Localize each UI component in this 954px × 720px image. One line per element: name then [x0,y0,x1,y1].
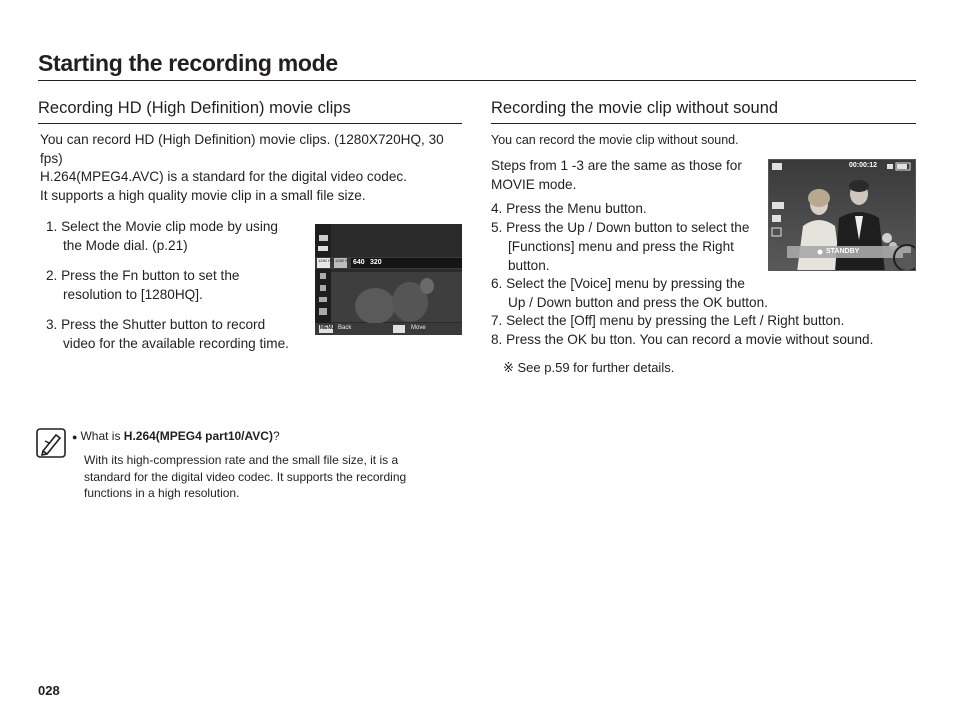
movie-mode-icon [772,163,782,170]
left-section-title: Recording HD (High Definition) movie clips [38,99,351,117]
step-line: video for the available recording time. [63,336,289,351]
right-section-divider [491,123,916,124]
movie-mode-icon [319,235,328,241]
metering-icon [320,285,326,291]
left-section-intro [40,131,464,205]
step-line: button. [508,258,550,273]
intro-line: MOVIE mode. [491,177,577,192]
right-section-intro: You can record the movie clip without sound. [491,133,739,147]
left-step-2 [46,266,239,304]
res-option-1280hq: 1280 HQ [318,258,335,263]
step-line: 6. Select the [Voice] menu by pressing the [491,276,745,291]
left-section-divider [38,123,462,124]
note-body [84,452,406,502]
card-icon [887,164,893,169]
intro-line: Steps from 1 -3 are the same as those for [491,158,742,173]
recording-time: 00:00:12 [849,162,878,169]
page-number: 028 [38,683,60,698]
note-question-term: H.264(MPEG4 part10/AVC) [123,429,273,443]
note-question [72,428,280,445]
move-label: Move [411,325,426,331]
right-step-7 [491,311,844,330]
left-step-1 [46,217,278,255]
standby-screen-screenshot [768,159,916,271]
note-question-suffix: ? [272,429,280,443]
right-step-6 [491,274,768,312]
note-line: With its high-compression rate and the small file size, it is a [84,453,399,467]
title-divider [38,80,916,81]
intro-line: fps) [40,150,63,166]
left-step-3 [46,315,289,353]
note-pencil-icon [36,428,66,458]
step-line: 8. Press the OK bu tton. You can record a movie without sound. [491,332,874,347]
voice-off-icon [903,253,911,262]
note-bullet: ● [72,432,78,442]
menu-tab-icon [318,246,328,251]
right-steps-intro [491,156,742,194]
focus-icon [319,308,327,315]
step-line: 3. Press the Shutter button to record [46,317,266,332]
page-title: Starting the recording mode [38,50,338,76]
right-step-5 [491,218,749,275]
step-line: 1. Select the Movie clip mode by using [46,219,278,234]
step-line: 2. Press the Fn button to set the [46,268,240,283]
back-label: Back [338,325,352,331]
step-line: 7. Select the [Off] menu by pressing the Left / Right button. [491,313,845,328]
step-line: [Functions] menu and press the Right [508,239,734,254]
quality-indicator-icon [772,215,781,222]
note-line: standard for the digital video codec. It supports the recording [84,469,407,484]
step-line: 4. Press the Menu button. [491,201,647,216]
note-line: functions in a high resolution. [84,486,240,500]
menu-key-label: MENU [320,325,335,331]
intro-line: It supports a high quality movie clip in a small file size. [40,187,366,203]
menu-screen-drawing [315,224,462,335]
right-step-4 [491,199,647,218]
intro-line: You can record HD (High Definition) movie clips. (1280X720HQ, 30 [40,132,444,147]
step-line: Up / Down button and press the OK button. [508,295,768,310]
step-line: resolution to [1280HQ]. [63,287,203,302]
right-step-8 [491,330,873,349]
step-line: 5. Press the Up / Down button to select the [491,220,750,235]
res-option-1280sq: 1280 SQ [335,258,351,263]
res-option-640: 640 [353,259,365,266]
right-section-title: Recording the movie clip without sound [491,99,779,117]
step-line: the Mode dial. (p.21) [63,238,188,253]
intro-line: H.264(MPEG4.AVC) is a standard for the digital video codec. [40,169,407,184]
resolution-menu-screenshot [315,224,462,335]
page-reference: ※ See p.59 for further details. [503,360,675,375]
resolution-indicator-icon [772,202,784,209]
standby-label: STANDBY [826,248,860,255]
quality-icon [320,273,326,279]
res-option-320: 320 [370,259,382,266]
wb-icon [319,297,327,302]
note-question-prefix: What is [80,429,124,443]
